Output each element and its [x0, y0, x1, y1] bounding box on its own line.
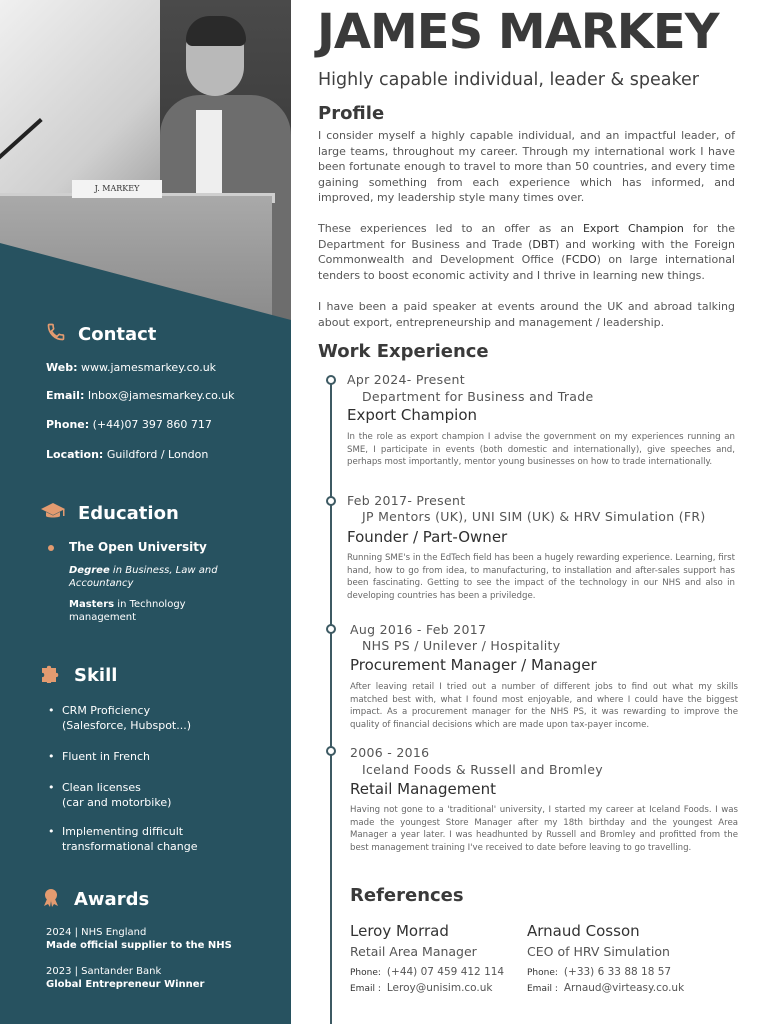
- skill-item: [48, 703, 191, 733]
- contact-web-link[interactable]: www.jamesmarkey.co.uk: [80, 361, 217, 374]
- education-masters: [69, 598, 239, 624]
- award-name: Global Entrepreneur Winner: [46, 979, 205, 990]
- timeline-line: [330, 380, 332, 1024]
- skill-item: [48, 780, 171, 810]
- podium-placard: J. MARKEY: [72, 180, 162, 198]
- job-role: Founder / Part-Owner: [347, 528, 508, 546]
- contact-title: Contact: [78, 324, 157, 345]
- timeline-dot: [326, 375, 336, 385]
- job-role: Procurement Manager / Manager: [350, 656, 597, 674]
- award-year-org: 2024 | NHS England: [46, 927, 147, 938]
- skill-title: Skill: [74, 665, 118, 686]
- skill-item-line: (Salesforce, Hubspot...): [62, 719, 192, 732]
- education-degree-label: Degree: [69, 565, 110, 576]
- contact-email-link[interactable]: Inbox@jamesmarkey.co.uk: [87, 389, 235, 402]
- reference-phone-label: Phone:: [350, 968, 381, 978]
- graduation-cap-icon: [40, 501, 66, 526]
- job-description: After leaving retail I tried out a number of different jobs to find out what my skills matched best with, what I found most enjoyable, and where I could have the biggest impact. As a procurement manager for the NHS PS, it was rewarding to improve the quality of financial decisions which are made upon tax-payer income.: [350, 682, 738, 731]
- awards-title: Awards: [74, 889, 150, 910]
- education-masters-text: in Technology management: [69, 599, 186, 623]
- diagonal-divider: [0, 0, 291, 330]
- timeline-dot: [326, 746, 336, 756]
- skill-item-line: • Implementing difficult: [62, 825, 184, 838]
- profile-text: ) on large international tenders to boost economic activity and I thrive in learning new things.: [318, 253, 735, 282]
- profile-paragraph: I have been a paid speaker at events around the UK and abroad talking about export, entrepreneurship and management / leadership.: [318, 300, 735, 329]
- job-organisation: Iceland Foods & Russell and Bromley: [362, 762, 603, 777]
- work-experience-heading: Work Experience: [318, 341, 489, 362]
- job-date: 2006 - 2016: [350, 745, 430, 760]
- award-badge-icon: [40, 886, 62, 913]
- job-organisation: JP Mentors (UK), UNI SIM (UK) & HRV Simulation (FR): [362, 509, 706, 524]
- sidebar: [0, 0, 291, 1024]
- job-organisation: NHS PS / Unilever / Hospitality: [362, 638, 561, 653]
- skill-item-line: • CRM Proficiency: [62, 704, 151, 717]
- education-degree: [69, 564, 239, 590]
- skill-item-line: • Clean licenses: [62, 781, 141, 794]
- skill-item: [48, 824, 198, 854]
- education-title: Education: [78, 503, 179, 524]
- reference-email-link[interactable]: Leroy@unisim.co.uk: [386, 982, 493, 994]
- timeline-dot: [326, 496, 336, 506]
- education-degree-text: in Business, Law and Accountancy: [69, 565, 218, 589]
- skill-item-line: • Fluent in French: [62, 750, 150, 763]
- reference-phone-value: (+44) 07 459 412 114: [386, 966, 505, 978]
- profile-heading: Profile: [318, 103, 385, 124]
- job-description: Having not gone to a 'traditional' university, I started my career at Iceland Foods. I was made the youngest Store Manager after my 18th birthday and the youngest Area Manager a year later. I was headhunted by Russell and Bromley and profitted from the best management training I've received to date before leaving to go travelling.: [350, 805, 738, 854]
- skill-item: [48, 749, 150, 764]
- award-name: Made official supplier to the NHS: [46, 940, 232, 951]
- job-role: Export Champion: [347, 406, 478, 424]
- profile-highlight: DBT: [532, 237, 556, 251]
- profile-paragraph: I consider myself a highly capable individual, and an impactful leader, of large teams, throughout my career. Through my international work I have been fortunate enough to travel to more than 50 countries, and every time gaining something from each experience which has informed, and improved, my leadership style many times over.: [318, 129, 735, 204]
- job-role: Retail Management: [350, 780, 496, 798]
- contact-email: [46, 389, 235, 402]
- timeline-dot: [326, 624, 336, 634]
- reference-email-link[interactable]: Arnaud@virteasy.co.uk: [563, 982, 685, 994]
- job-date: Feb 2017- Present: [347, 493, 466, 508]
- reference-email: [527, 982, 684, 994]
- education-bullet: [48, 545, 54, 551]
- job-date: Aug 2016 - Feb 2017: [350, 622, 487, 637]
- reference-role: CEO of HRV Simulation: [527, 944, 670, 959]
- phone-icon: [46, 322, 66, 347]
- reference-phone: [527, 966, 671, 978]
- contact-web: [46, 361, 216, 374]
- references-heading: References: [350, 885, 464, 906]
- skill-item-line: transformational change: [62, 840, 198, 853]
- reference-phone-value: (+33) 6 33 88 18 57: [563, 966, 672, 978]
- profile-highlight: FCDO: [565, 253, 597, 266]
- reference-name: Arnaud Cosson: [527, 922, 640, 940]
- education-heading: [40, 501, 179, 526]
- contact-phone-value: (+44)07 397 860 717: [92, 418, 212, 431]
- job-description: In the role as export champion I advise the government on my experiences running an SME, I participate in events (both domestic and internationally), give speeches and, perhaps most importantly, mentor young businesses on how to trade internationally.: [347, 432, 735, 468]
- contact-phone: [46, 418, 212, 431]
- contact-heading: [46, 322, 156, 347]
- skill-heading: [40, 663, 117, 688]
- job-organisation: Department for Business and Trade: [362, 389, 594, 404]
- award-item: [46, 965, 204, 991]
- reference-email: [350, 982, 493, 994]
- profile-text: for the Department for Business and Trade (: [318, 222, 735, 251]
- reference-name: Leroy Morrad: [350, 922, 449, 940]
- contact-location: [46, 448, 208, 461]
- contact-location-value: Guildford / London: [106, 448, 209, 461]
- candidate-tagline: Highly capable individual, leader & speaker: [318, 70, 699, 90]
- skill-item-line: (car and motorbike): [62, 796, 172, 809]
- contact-web-label: Web:: [46, 361, 78, 374]
- reference-role: Retail Area Manager: [350, 944, 477, 959]
- candidate-name: JAMES MARKEY: [317, 4, 719, 60]
- reference-phone-label: Phone:: [527, 968, 558, 978]
- reference-email-label: Email :: [350, 984, 381, 994]
- profile-paragraph: [318, 221, 735, 283]
- education-masters-label: Masters: [69, 599, 115, 610]
- job-description: Running SME's in the EdTech field has been a hugely rewarding experience. Learning, first hand, how to go from idea, to manufacturing, to installation and after-sales support has been fascinating. Getting to see the impact of the technology in our NHS and also in developing countries has been a priviledge.: [347, 553, 735, 602]
- puzzle-icon: [40, 663, 62, 688]
- award-item: [46, 926, 232, 952]
- job-date: Apr 2024- Present: [347, 372, 465, 387]
- profile-text: ) and working with the Foreign Commonwealth and Development Office (: [318, 237, 735, 266]
- education-school: The Open University: [69, 540, 207, 554]
- profile-text: These experiences led to an offer as an: [318, 222, 583, 235]
- reference-phone: [350, 966, 504, 978]
- contact-email-label: Email:: [46, 389, 85, 402]
- award-year-org: 2023 | Santander Bank: [46, 966, 162, 977]
- contact-location-label: Location:: [46, 448, 104, 461]
- profile-highlight: Export Champion: [582, 222, 684, 235]
- reference-email-label: Email :: [527, 984, 558, 994]
- contact-phone-label: Phone:: [46, 418, 90, 431]
- awards-heading: [40, 886, 149, 913]
